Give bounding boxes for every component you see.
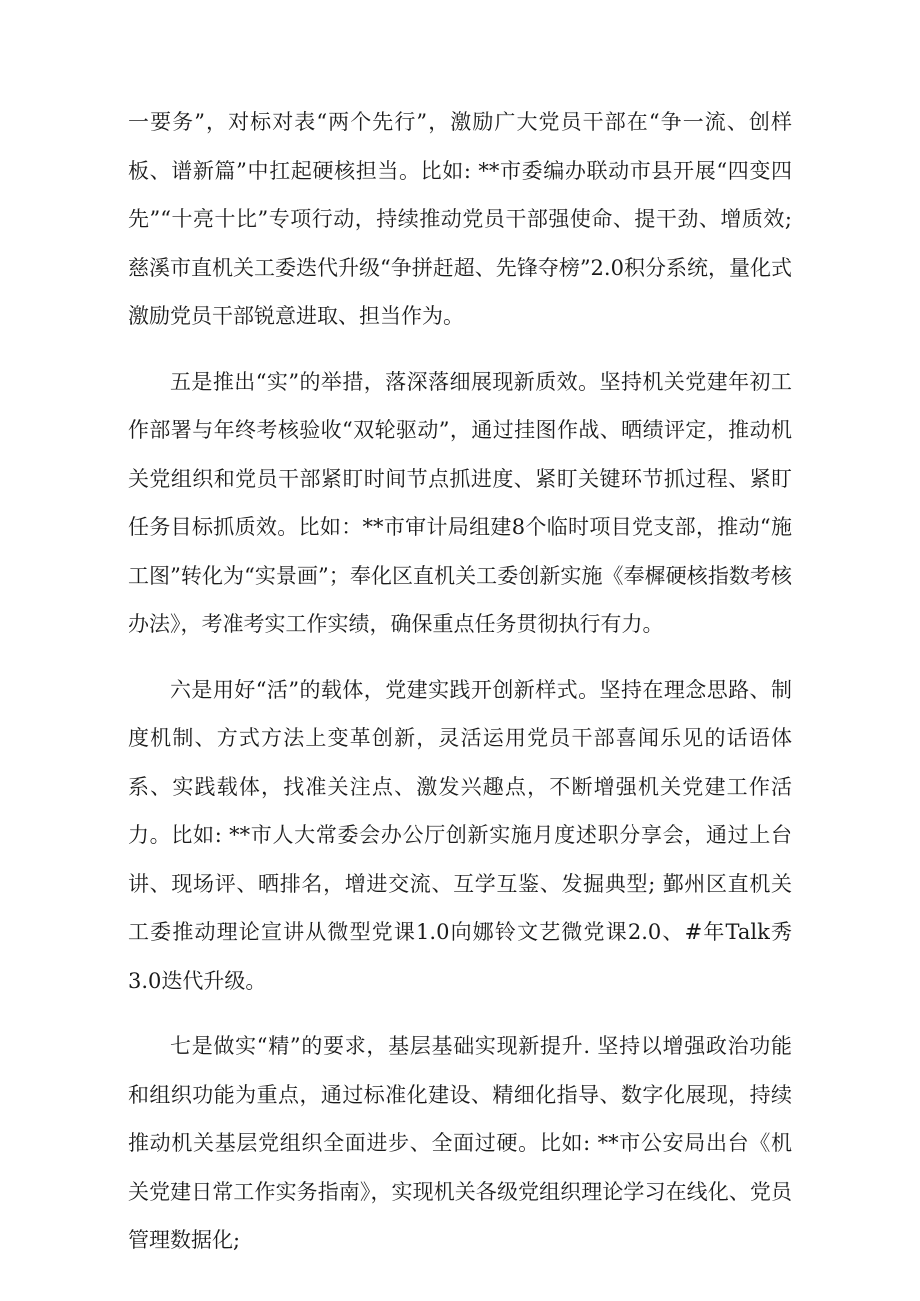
paragraph-fourth-continued: 一要务”，对标对表“两个先行”，激励广大党员干部在“争一流、创样板、谱新篇”中扛起硬核担当。比如: **市委编办联动市县开展“四变四先”“十亮十比”专项行动，持续推动党员干部强使命、提干劲、增质效; 慈溪市直机关工委迭代升级“争拼赶超、先锋夺榜”2.0积分系统，量化式激励党员干部锐意进取、担当作为。 (128, 110, 792, 328)
paragraph-six: 六是用好“活”的载体，党建实践开创新样式。坚持在理念思路、制度机制、方式方法上变革创新，灵活运用党员干部喜闻乐见的话语体系、实践载体，找准关注点、激发兴趣点，不断增强机关党建工作活力。比如: **市人大常委会办公厅创新实施月度述职分享会，通过上台讲、现场评、晒排名，增进交流、互学互鉴、发掘典型; 鄞州区直机关工委推动理论宣讲从微型党课1.0向娜铃文艺微党课2.0、#年Talk秀3.0迭代升级。 (128, 677, 792, 993)
paragraph-five: 五是推出“实”的举措，落深落细展现新质效。坚持机关党建年初工作部署与年终考核验收“双轮驱动”，通过挂图作战、晒绩评定，推动机关党组织和党员干部紧盯时间节点抓进度、紧盯关键环节抓过程、紧盯任务目标抓质效。比如：**市审计局组建8个临时项目党支部，推动“施工图”转化为“实景画”；奉化区直机关工委创新实施《奉樨硬核指数考核办法》，考准考实工作实绩，确保重点任务贯彻执行有力。 (128, 369, 792, 636)
paragraph-seven: 七是做实“精”的要求，基层基础实现新提升. 坚持以增强政治功能和组织功能为重点，通过标准化建设、精细化指导、数字化展现，持续推动机关基层党组织全面进步、全面过硬。比如: **市公安局出台《机关党建日常工作实务指南》，实现机关各级党组织理论学习在线化、党员管理数据化; (128, 1034, 792, 1252)
